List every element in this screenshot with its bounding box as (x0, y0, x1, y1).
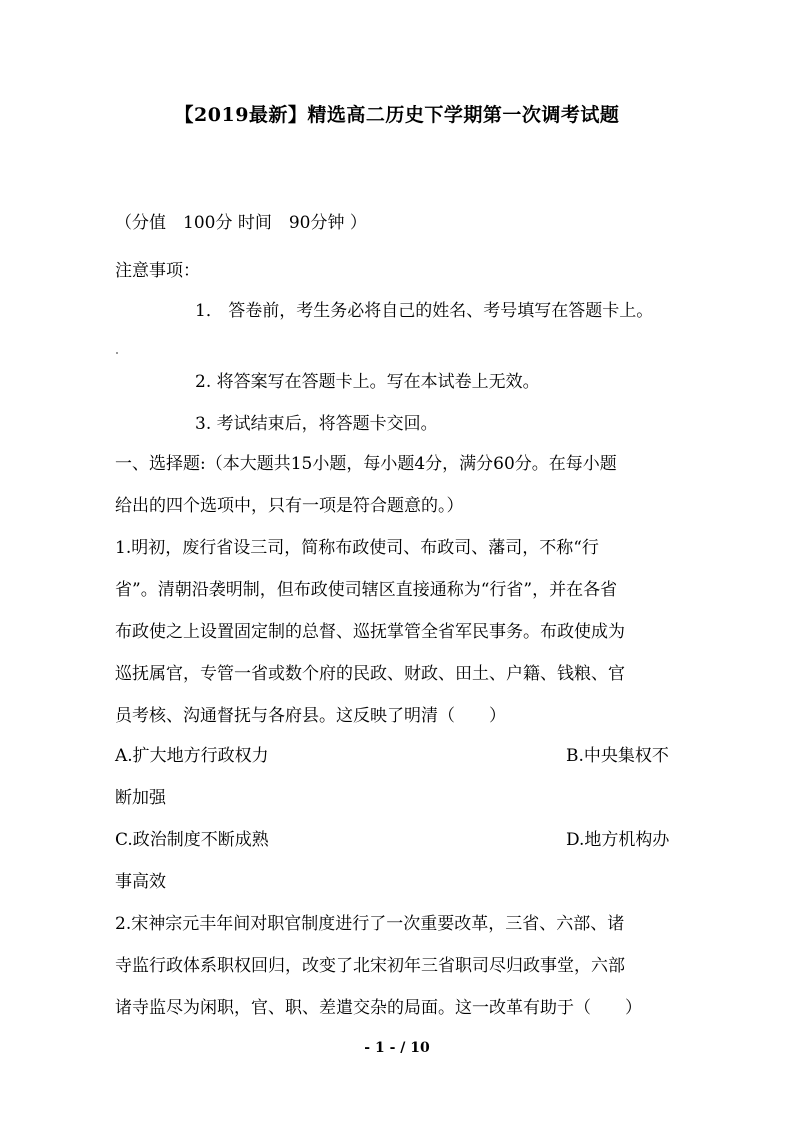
stray-dot (116, 352, 118, 354)
notice-heading: 注意事项： (115, 261, 200, 281)
score-info: （分值 100分 时间 90分钟 ） (115, 213, 367, 233)
q1-option-d: D.地方机构办 (566, 830, 670, 850)
q2-stem-line-2: 寺监行政体系职权回归，改变了北宋初年三省职司尽归政事堂，六部 (115, 956, 625, 976)
page-number: - 1 - / 10 (364, 1040, 430, 1056)
q1-stem-line-2: 省”。清朝沿袭明制，但布政使司辖区直接通称为“行省”，并在各省 (115, 580, 618, 600)
page-title: 【2019最新】精选高二历史下学期第一次调考试题 (174, 104, 620, 126)
q1-stem-line-4: 巡抚属官，专管一省或数个府的民政、财政、田土、户籍、钱粮、官 (115, 664, 625, 684)
q1-option-b: B.中央集权不 (566, 746, 669, 766)
q1-option-a: A.扩大地方行政权力 (115, 746, 269, 766)
q2-stem-line-1: 2.宋神宗元丰年间对职官制度进行了一次重要改革，三省、六部、诸 (115, 914, 625, 934)
q1-stem-line-1: 1.明初，废行省设三司，简称布政使司、布政司、藩司，不称“行 (115, 538, 599, 558)
q1-option-d-continued: 事高效 (115, 872, 166, 892)
section-heading-line-2: 给出的四个选项中，只有一项是符合题意的。） (115, 496, 464, 516)
q1-stem-line-3: 布政使之上设置固定制的总督、巡抚掌管全省军民事务。布政使成为 (115, 622, 625, 642)
q1-stem-line-5: 员考核、沟通督抚与各府县。这反映了明清（ ） (115, 706, 506, 726)
q2-stem-line-3: 诸寺监尽为闲职，官、职、差遣交杂的局面。这一改革有助于（ ） (115, 998, 642, 1018)
section-heading-line-1: 一、选择题:（本大题共15小题，每小题4分，满分60分。在每小题 (115, 454, 617, 474)
notice-item-3: 3. 考试结束后，将答题卡交回。 (195, 414, 438, 434)
notice-item-2: 2. 将答案写在答题卡上。写在本试卷上无效。 (195, 372, 540, 392)
q1-option-b-continued: 断加强 (115, 788, 166, 808)
q1-option-c: C.政治制度不断成熟 (115, 830, 269, 850)
notice-item-1: 1． 答卷前，考生务必将自己的姓名、考号填写在答题卡上。 (195, 301, 654, 321)
